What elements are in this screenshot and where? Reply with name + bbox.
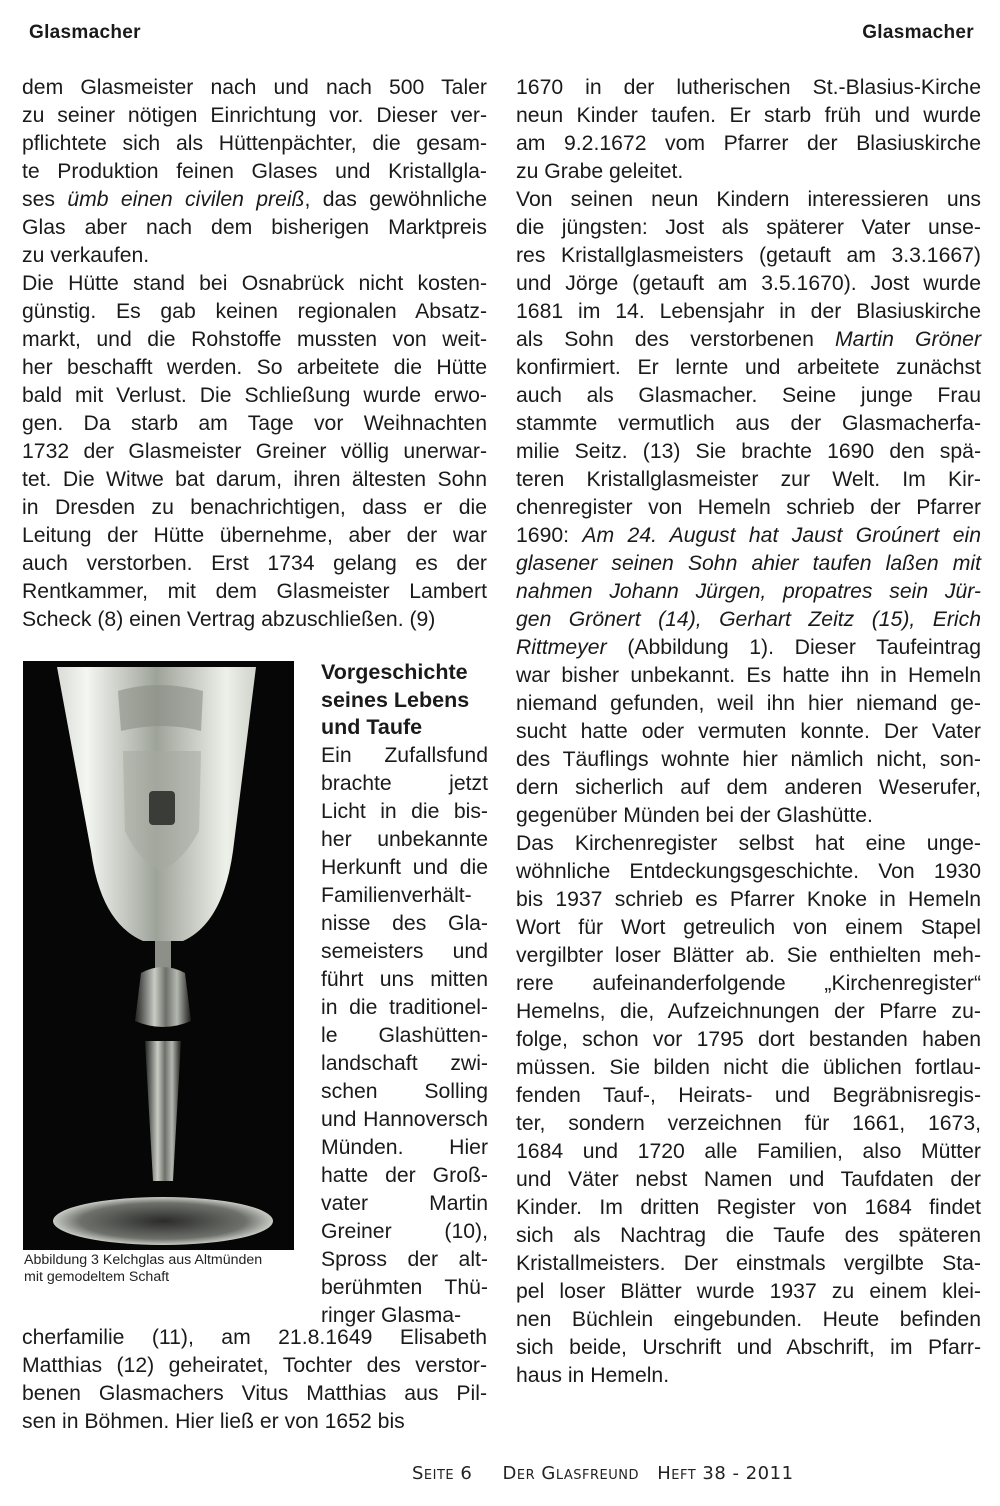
text-line: als Sohn des verstorbenen Martin Gröner	[516, 328, 981, 351]
text-line: dem Glasmeister nach und nach 500 Taler	[22, 76, 487, 99]
heading-line: und Taufe	[321, 715, 423, 739]
text-line: niemand gefunden, weil ihn hier niemand ge-	[516, 692, 981, 715]
section-heading	[321, 659, 488, 742]
italic-text: Martin Gröner	[835, 328, 981, 351]
caption-line-1: Abbildung 3 Kelchglas aus Altmünden	[24, 1252, 263, 1268]
page-footer	[412, 1463, 818, 1484]
goblet-knop	[155, 941, 171, 971]
text-line: Glas aber nach dem bisherigen Marktpreis	[22, 216, 487, 239]
text-line: cherfamilie (11), am 21.8.1649 Elisabeth	[22, 1326, 487, 1349]
italic-text: nahmen Johann Jürgen, propatres sein Jür-	[516, 580, 981, 603]
text-line: Rittmeyer (Abbildung 1). Dieser Taufeintrag	[516, 636, 981, 659]
text-line: rere aufeinanderfolgende „Kirchenregister“	[516, 972, 981, 995]
issue-label: Heft 38 - 2011	[657, 1463, 794, 1484]
crown-engraving	[118, 685, 203, 731]
text-line: te Produktion feinen Glases und Kristallgla-	[22, 160, 487, 183]
text-line: milie Seitz. (13) Sie brachte 1690 den spä-	[516, 440, 981, 463]
text-line: Ein Zufallsfund	[321, 743, 488, 767]
running-head-right: Glasmacher	[862, 22, 974, 43]
text-line: auch verstorben. Erst 1734 gelang es der	[22, 552, 487, 575]
text-line: Wort für Wort getreulich von einem Stapel	[516, 916, 981, 939]
text-line	[516, 606, 981, 634]
text-line: sen in Böhmen. Hier ließ er von 1652 bis	[22, 1410, 405, 1433]
text-line: zu verkaufen.	[22, 244, 150, 267]
heading-line: Vorgeschichte	[321, 660, 468, 684]
text-line: fenden Tauf-, Heirats- und Begräbnisregis-	[516, 1084, 981, 1107]
right-column-text	[516, 74, 981, 1390]
text-line: Herkunft und die	[321, 855, 488, 879]
text-line: in Dresden zu benachrichtigen, dass er die	[22, 496, 487, 519]
text-line: benen Glasmachers Vitus Matthias aus Pil-	[22, 1382, 487, 1405]
text-line: am 9.2.1672 vom Pfarrer der Blasiuskirche	[516, 132, 981, 155]
text-line: her unbekannte	[321, 827, 488, 851]
text-line: res Kristallglasmeisters (getauft am 3.3.1667)	[516, 244, 981, 267]
text-line: sich beide, Urschrift und Abschrift, im Pfarr-	[516, 1336, 981, 1359]
text-line: sucht hatte oder vermuten konnte. Der Vater	[516, 720, 981, 743]
goblet-foot	[53, 1197, 273, 1245]
text-line: führt uns mitten	[321, 967, 488, 991]
text-line: Münden. Hier	[321, 1135, 488, 1159]
text-line: vater Martin	[321, 1191, 488, 1215]
text-line: ringer Glasma-	[321, 1303, 462, 1327]
side-column	[321, 659, 488, 1330]
text-line: landschaft zwi-	[321, 1051, 488, 1075]
text-line: günstig. Es gab keinen regionalen Absatz-	[22, 300, 487, 323]
text-line: Kinder. Im dritten Register von 1684 findet	[516, 1196, 981, 1219]
text-line: le Glashütten-	[321, 1023, 488, 1047]
text-line: her beschafft werden. So arbeitete die Hütte	[22, 356, 487, 379]
text-line: in die traditionel-	[321, 995, 488, 1019]
heading-line: seines Lebens	[321, 687, 470, 712]
text-line: gen. Da starb am Tage vor Weihnachten	[22, 412, 487, 435]
text-line: auch als Glasmacher. Seine junge Frau	[516, 384, 981, 407]
caption-line-2: mit gemodeltem Schaft	[24, 1269, 170, 1285]
text-line: schen Solling	[321, 1079, 488, 1103]
text-line: Kristallmeisters. Der einstmals vergilbte Sta-	[516, 1252, 981, 1275]
text-line: Scheck (8) einen Vertrag abzuschließen. (9)	[22, 608, 436, 631]
text-line: gegenüber Münden bei der Glashütte.	[516, 804, 873, 827]
italic-text: glasener seinen Sohn ahier taufen laßen mit	[516, 552, 981, 575]
text-line: war bisher unbekannt. Es hatte ihn in Hemeln	[516, 664, 981, 687]
text-line: Spross der alt-	[321, 1247, 488, 1271]
text-line: konfirmiert. Er lernte und arbeitete zunächst	[516, 356, 981, 379]
text-line: berühmten Thü-	[321, 1275, 488, 1299]
text-line: haus in Hemeln.	[516, 1364, 670, 1387]
text-line: 1690: Am 24. August hat Jaust Groúnert ein	[516, 524, 981, 547]
goblet-collar	[135, 967, 191, 1027]
text-line: pflichtete sich als Hüttenpächter, die gesam-	[22, 132, 487, 155]
text-line: pel loser Blätter wurde 1937 zu einem klei-	[516, 1280, 981, 1303]
text-line: teren Kristallglasmeister zur Welt. Im Kir-	[516, 468, 981, 491]
text-line: 1681 im 14. Lebensjahr in der Blasiuskirche	[516, 300, 981, 323]
lion-escutcheon	[149, 791, 175, 825]
text-line: folge, schon vor 1795 dort bestanden haben	[516, 1028, 981, 1051]
text-line: nisse des Gla-	[321, 911, 488, 935]
text-line: brachte jetzt	[321, 771, 488, 795]
text-line: zu Grabe geleitet.	[516, 160, 684, 183]
page-number: Seite 6	[412, 1463, 473, 1484]
italic-text: gen Grönert (14), Gerhart Zeitz (15), Erich	[516, 608, 981, 631]
text-line: dern sicherlich auf dem anderen Weserufer,	[516, 776, 981, 799]
text-line: und Jörge (getauft am 3.5.1670). Jost wurde	[516, 272, 981, 295]
italic-text: ümb einen civilen preiß	[67, 188, 305, 211]
goblet-illustration	[23, 661, 294, 1250]
text-line: chenregister von Hemeln schrieb der Pfarrer	[516, 496, 981, 519]
text-line: Licht in die bis-	[321, 799, 488, 823]
text-line: Familienverhält-	[321, 883, 472, 907]
text-line	[516, 578, 981, 606]
goblet-photo	[23, 661, 294, 1250]
running-head-left: Glasmacher	[29, 22, 141, 43]
text-line: zu seiner nötigen Einrichtung vor. Dieser ver-	[22, 104, 487, 127]
italic-text: Am 24. August hat Jaust Groúnert ein	[582, 524, 981, 547]
text-line: sich als Nachtrag die Taufe des späteren	[516, 1224, 981, 1247]
text-line: Das Kirchenregister selbst hat eine unge-	[516, 832, 981, 855]
italic-text: Rittmeyer	[516, 636, 607, 659]
section-body-text	[321, 742, 488, 1330]
text-line: Hemelns, die, Aufzeichnungen der Pfarre zu-	[516, 1000, 981, 1023]
left-column-top-text	[22, 74, 487, 634]
text-line: und Väter nebst Namen und Taufdaten der	[516, 1168, 981, 1191]
text-line: Rentkammer, mit dem Glasmeister Lambert	[22, 580, 487, 603]
text-line: müssen. Sie bilden nicht die üblichen fortlau-	[516, 1056, 981, 1079]
text-line: nen Büchlein eingebunden. Heute befinden	[516, 1308, 981, 1331]
text-line: die jüngsten: Jost als späterer Vater unse-	[516, 216, 981, 239]
text-line	[516, 550, 981, 578]
text-line: 1670 in der lutherischen St.-Blasius-Kirche	[516, 76, 981, 99]
text-line: ses ümb einen civilen preiß, das gewöhnliche	[22, 188, 487, 211]
text-line: neun Kinder taufen. Er starb früh und wurde	[516, 104, 981, 127]
text-line: stammte vermutlich aus der Glasmacherfa-	[516, 412, 981, 435]
left-column-bottom-text	[22, 1324, 487, 1436]
text-line: semeisters und	[321, 939, 488, 963]
figure-caption	[24, 1252, 304, 1286]
text-line: Die Hütte stand bei Osnabrück nicht kosten-	[22, 272, 487, 295]
text-line: markt, und die Rohstoffe mussten von weit-	[22, 328, 487, 351]
text-line: bis 1937 schrieb es Pfarrer Knoke in Hemeln	[516, 888, 981, 911]
text-line: hatte der Groß-	[321, 1163, 488, 1187]
text-line: Leitung der Hütte übernehme, aber der war	[22, 524, 487, 547]
text-line: Matthias (12) geheiratet, Tochter des verstor-	[22, 1354, 487, 1377]
text-line: tet. Die Witwe bat darum, ihren ältesten Sohn	[22, 468, 487, 491]
text-line: und Hannoversch	[321, 1107, 488, 1131]
text-line: 1684 und 1720 alle Familien, also Mütter	[516, 1140, 981, 1163]
publication-name: Der Glasfreund	[502, 1463, 639, 1484]
text-line: wöhnliche Entdeckungsgeschichte. Von 1930	[516, 860, 981, 883]
text-line: ter, sondern verzeichnen für 1661, 1673,	[516, 1112, 981, 1135]
text-line: 1732 der Glasmeister Greiner völlig unerwar-	[22, 440, 487, 463]
text-line: Greiner (10),	[321, 1219, 488, 1243]
text-line: bald mit Verlust. Die Schließung wurde erwo-	[22, 384, 487, 407]
text-line: vergilbter loser Blätter ab. Sie enthielten meh-	[516, 944, 981, 967]
text-line: des Täuflings wohnte hier nämlich nicht, son-	[516, 748, 981, 771]
text-line: Von seinen neun Kindern interessieren uns	[516, 188, 981, 211]
